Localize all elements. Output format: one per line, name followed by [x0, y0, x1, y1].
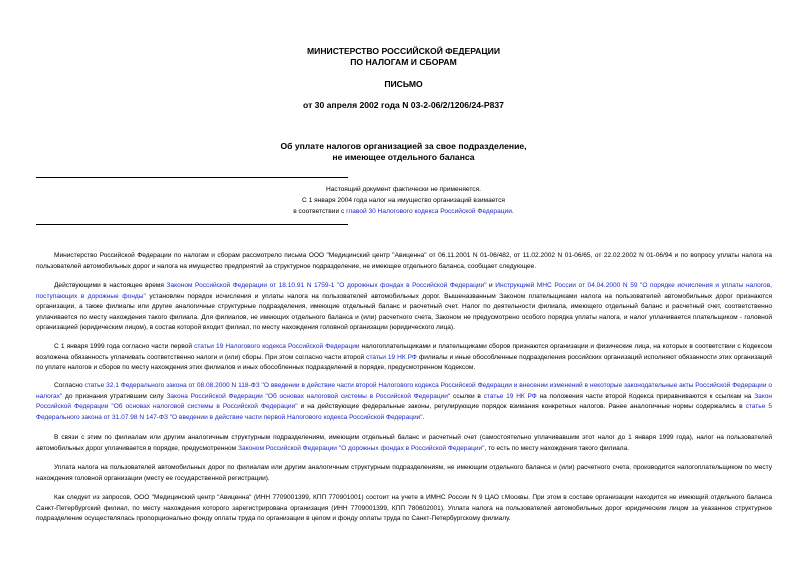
paragraph-2: Действующими в настоящее время Законом Российской Федерации от 18.10.91 N 1759-1 "О дорожных фондах в Российской Федерации" и Инструкцией МНС России от 04.04.2000 N 59 "О порядке исчисления и уплаты налогов, поступающих в дорожные фонды" установлен порядок исчисления и уплаты налога на пользователей автомобильных дорог. Вышеназванным Законом плательщиками налога на пользователей автомобильных дорог признаются организации, а также филиалы или другие аналогичные структурные подразделения, имеющие отдельный баланс и расчетный счет. Налог по деятельности филиала, имеющего отдельный баланс и расчетный счет, соответственно уплачивается по месту нахождения такого филиала. Для филиалов, не имеющих отдельного баланса и (или) расчетного счета, Законом не предусмотрено особого порядка уплаты налога, и налог уплачивается плательщиком - головной организацией (юридическим лицом), в состав которой входит филиал, по месту нахождения головной организации (юридического лица). [36, 282, 772, 332]
paragraph-7: Как следует из запросов, ООО "Медицинский центр "Авиценна" (ИНН 7709001399, КПП 770901001) состоит на учете в ИМНС России N 9 ЦАО г.Москвы. При этом в составе организации находится не имеющий отдельного баланса Санкт-Петербургский филиал, по месту нахождения которого зарегистрирована организация (ИНН 7709001399, КПП 780602001). Уплата налога на пользователей автомобильных дорог юридическим лицом за указанное структурное подразделение осуществлялась пропорционально фонду оплаты труда по организации в целом и фонду оплаты труда по Санкт-Петербургскому филиалу. [36, 494, 772, 523]
link-nk-art-19-second[interactable]: статье 19 НК РФ [483, 392, 537, 400]
status-note-prefix: в соответствии с [293, 208, 347, 215]
status-note-line-1: Настоящий документ фактически не применяется. [325, 186, 482, 193]
ministry-line-1: МИНИСТЕРСТВО РОССИЙСКОЙ ФЕДЕРАЦИИ [306, 46, 501, 56]
link-tax-code-chapter-30[interactable]: главой 30 Налогового кодекса Российской Федерации [346, 208, 512, 215]
paragraph-6: Уплата налога на пользователей автомобильных дорог по филиалам или другим аналогичным структурным подразделениям, не имеющим отдельного баланса и (или) расчетного счета, производится налогоплательщиком по месту нахождения головной организации (месту ее государственной регистрации). [36, 464, 772, 482]
status-note-line-2: С 1 января 2004 года налог на имущество организаций взимается [302, 197, 505, 204]
link-road-funds-law-second[interactable]: Законом Российской Федерации "О дорожных фондах в Российской Федерации" [238, 444, 485, 452]
paragraph-3: С 1 января 1999 года согласно части первой статьи 19 Налогового кодекса Российской Федерации налогоплательщиками и плательщиками сборов признаются организации и физические лица, на которых в соответствии с Кодексом возложена обязанность уплачивать соответственно налоги и (или) сборы. При этом согласно части второй статьи 19 НК РФ филиалы и иные обособленные подразделения российских организаций исполняют обязанности этих организаций по уплате налогов и сборов по месту нахождения этих филиалов и иных обособленных подразделений в порядке, предусмотренном Кодексом. [36, 343, 772, 372]
status-note-suffix: . [511, 208, 514, 215]
link-tax-code-art-19[interactable]: статьи 19 Налогового кодекса Российской Федерации [194, 343, 360, 350]
doc-type: ПИСЬМО [384, 79, 423, 89]
paragraph-1: Министерство Российской Федерации по налогам и сборам рассмотрело письма ООО "Медицинский центр "Авиценна" от 06.11.2001 N 01-06/482, от 11.02.2002 N 01-06/65, от 22.02.2002 N 01-06/94 и по вопросу уплаты налога на пользователей автомобильных дорог и налога на имущество предприятий за структурное подразделение, не имеющее отдельного баланса, сообщает следующее. [36, 252, 772, 270]
doc-title-line-1: Об уплате налогов организацией за свое подразделение, [280, 141, 527, 151]
note-bottom-rule [36, 224, 348, 225]
link-federal-law-118[interactable]: статье 32.1 Федерального закона от 08.08.2000 N 118-ФЗ "О введении в действие части второй Налогового кодекса Российской Федерации и внесении изменений в некоторые законодательные акты Российской Федерации о налогах" [36, 382, 772, 400]
link-federal-law-147[interactable]: статье 5 Федерального закона от 31.07.98 N 147-ФЗ "О введении в действие части первой Налогового кодекса Российской Федерации" [36, 403, 772, 421]
doc-title-line-2: не имеющее отдельного баланса [332, 152, 475, 162]
ministry-line-2: ПО НАЛОГАМ И СБОРАМ [350, 57, 457, 67]
link-nk-art-19[interactable]: статьи 19 НК РФ [366, 353, 417, 361]
link-tax-system-law[interactable]: Закона Российской Федерации "Об основах налоговой системы в Российской Федерации" [166, 392, 451, 400]
link-tax-system-law-second[interactable]: Закон Российской Федерации "Об основах налоговой системы в Российской Федерации" [36, 392, 773, 411]
doc-date-number: от 30 апреля 2002 года N 03-2-06/2/1206/24-Р837 [303, 100, 504, 110]
note-top-rule [36, 177, 348, 178]
link-road-funds-law[interactable]: Законом Российской Федерации от 18.10.91 N 1759-1 "О дорожных фондах в Российской Федерации" [166, 282, 487, 289]
status-note-line-3 [0, 207, 807, 217]
paragraph-4: Согласно статье 32.1 Федерального закона от 08.08.2000 N 118-ФЗ "О введении в действие части второй Налогового кодекса Российской Федерации и внесении изменений в некоторые законодательные акты Российской Федерации о налогах" до признания утратившим силу Закона Российской Федерации "Об основах налоговой системы в Российской Федерации" ссылки в статье 19 НК РФ на положения части второй Кодекса приравниваются к ссылкам на Закон Российской Федерации "Об основах налоговой системы в Российской Федерации" и на действующие федеральные законы, регулирующие порядок взимания конкретных налогов. Ранее аналогичные нормы содержались в статье 5 Федерального закона от 31.07.98 N 147-ФЗ "О введении в действие части первой Налогового кодекса Российской Федерации". [36, 382, 773, 421]
paragraph-5: В связи с этим по филиалам или другим аналогичным структурным подразделениям, имеющим отдельный баланс и расчетный счет (самостоятельно уплачивавшим этот налог до 1 января 1999 года), налог на пользователей автомобильных дорог уплачивается в порядке, предусмотренном Законом Российской Федерации "О дорожных фондах в Российской Федерации", то есть по месту нахождения такого филиала. [36, 434, 772, 452]
link-mns-instruction-59[interactable]: Инструкцией МНС России от 04.04.2000 N 59 "О порядке исчисления и уплаты налогов, поступающих в дорожные фонды" [36, 282, 772, 300]
